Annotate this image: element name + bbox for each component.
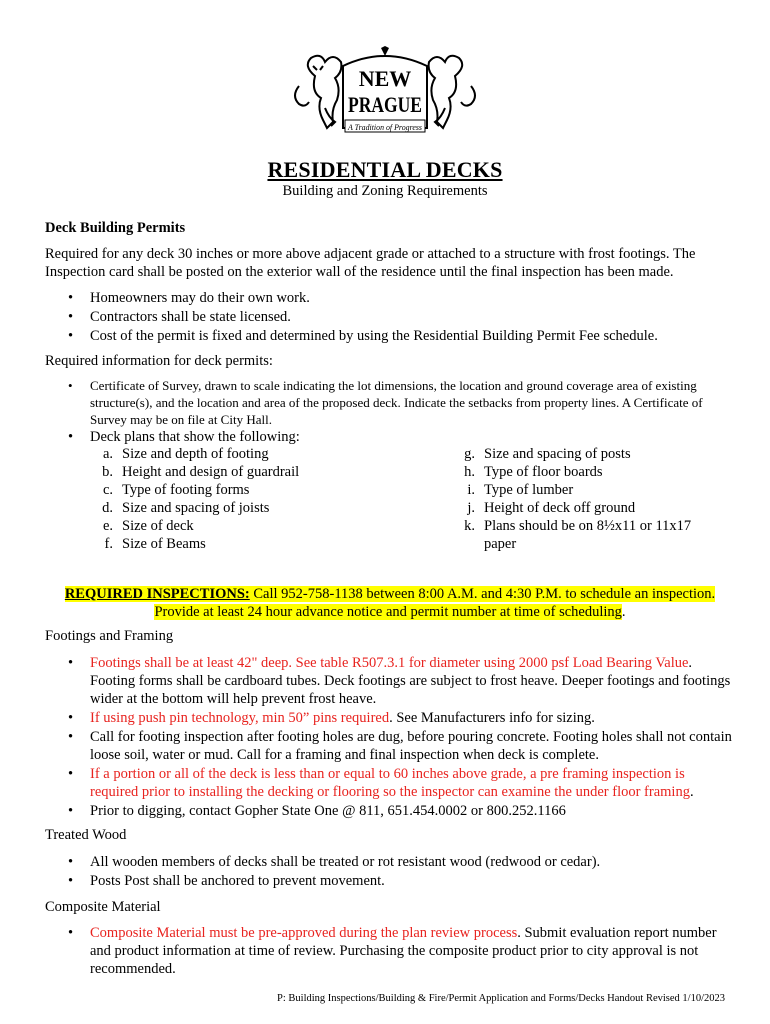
list-item: • Footings shall be at least 42" deep. See table R507.3.1 for diameter using 2000 psf Load Bearing Value. Footing forms shall be cardboard tubes. Deck footings are subject to frost heave. Deeper footings and footings wider at the bottom will help prevent frost heave.: [45, 654, 735, 708]
footings-list: [45, 654, 735, 821]
list-item: • Contractors shall be state licensed.: [45, 308, 735, 326]
list-item: c. Type of footing forms: [102, 482, 250, 498]
list-item: b. Height and design of guardrail: [102, 464, 300, 480]
logo-line2: PRAGUE: [348, 92, 422, 117]
list-item: • All wooden members of decks shall be treated or rot resistant wood (redwood or cedar).: [45, 853, 735, 871]
list-item: • If a portion or all of the deck is less than or equal to 60 inches above grade, a pre framing inspection is required prior to installing the decking or flooring so the inspector can examine the under floor framing.: [45, 765, 735, 801]
list-item: • Call for footing inspection after footing holes are dug, before pouring concrete. Footing holes shall not contain loose soil, water or mud. Call for a framing and final inspection when deck is complete.: [45, 728, 735, 764]
permits-heading: Deck Building Permits: [45, 220, 186, 236]
list-item: h. Type of floor boards: [464, 464, 603, 480]
list-item: k. Plans should be on 8½x11 or 11x17 paper: [464, 518, 692, 552]
list-item: j. Height of deck off ground: [467, 500, 636, 516]
list-item: g. Size and spacing of posts: [464, 446, 631, 462]
list-item: • Prior to digging, contact Gopher State One @ 811, 651.454.0002 or 800.252.1166: [45, 802, 735, 820]
permits-intro: Required for any deck 30 inches or more above adjacent grade or attached to a structure with frost footings. The Inspection card shall be posted on the exterior wall of the residence until the final inspection has been made.: [45, 246, 696, 280]
new-prague-logo: [285, 46, 485, 144]
logo-line1: NEW: [358, 66, 412, 91]
left-lion-icon: [295, 56, 341, 128]
plans-left-column: [90, 445, 430, 553]
list-item: • Composite Material must be pre-approved during the plan review process. Submit evaluation report number and product information at time of review. Purchasing the composite product prior to city approval is not recommended.: [45, 924, 735, 978]
composite-heading: Composite Material: [45, 899, 161, 915]
list-item: d. Size and spacing of joists: [102, 500, 270, 516]
list-item: f. Size of Beams: [104, 536, 206, 552]
plans-intro: • Deck plans that show the following:: [45, 428, 735, 446]
permits-bullet-list: [45, 289, 735, 346]
page-subtitle: Building and Zoning Requirements: [282, 183, 488, 199]
inspections-label: REQUIRED INSPECTIONS:: [64, 586, 250, 602]
inspections-notice: REQUIRED INSPECTIONS: Call 952-758-1138 between 8:00 A.M. and 4:30 P.M. to schedule an inspection. Provide at least 24 hour advance notice and permit number at time of scheduling.: [64, 586, 716, 620]
required-info-heading: Required information for deck permits:: [45, 353, 273, 369]
list-item: e. Size of deck: [102, 518, 194, 534]
composite-list: [45, 924, 735, 979]
required-info-list: [45, 377, 735, 429]
plans-right-column: [452, 445, 737, 553]
list-item: • Posts Post shall be anchored to prevent movement.: [45, 872, 735, 890]
inspections-text: Call 952-758-1138 between 8:00 A.M. and 4:30 P.M. to schedule an inspection. Provide at least 24 hour advance notice and permit number at time of scheduling: [154, 586, 716, 620]
list-item: a. Size and depth of footing: [102, 446, 269, 462]
treated-heading: Treated Wood: [45, 827, 127, 843]
page-title: RESIDENTIAL DECKS: [267, 157, 503, 182]
footer-path: P: Building Inspections/Building & Fire/Permit Application and Forms/Decks Handout Revised 1/10/2023: [277, 993, 725, 1004]
right-lion-icon: [429, 56, 475, 128]
list-item: • Cost of the permit is fixed and determined by using the Residential Building Permit Fee schedule.: [45, 327, 735, 345]
logo-tagline: A Tradition of Progress: [347, 122, 423, 132]
treated-list: [45, 853, 735, 891]
list-item: • Homeowners may do their own work.: [45, 289, 735, 307]
survey-item: • Certificate of Survey, drawn to scale indicating the lot dimensions, the location and ground coverage area of existing structure(s), and the location and area of the proposed deck. Indicate the setbacks from property lines. A Certificate of Survey may be on file at City Hall.: [45, 377, 735, 428]
list-item: • If using push pin technology, min 50” pins required. See Manufacturers info for sizing.: [45, 709, 735, 727]
footings-heading: Footings and Framing: [45, 628, 174, 644]
list-item: i. Type of lumber: [467, 482, 574, 498]
